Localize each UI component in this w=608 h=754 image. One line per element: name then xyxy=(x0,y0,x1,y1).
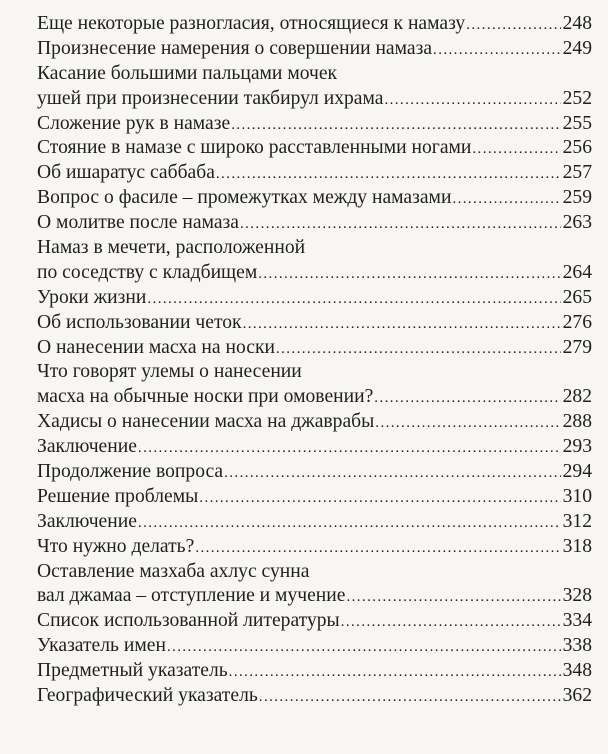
toc-entry-line xyxy=(37,136,592,161)
toc-page-number: 259 xyxy=(562,187,592,209)
toc-entry-title: Список использованной литературы xyxy=(37,610,340,632)
dot-leader xyxy=(374,386,561,411)
toc-entry-title: Оставление мазхаба ахлус сунна xyxy=(37,560,310,582)
toc-entry-line xyxy=(37,336,592,361)
toc-entry xyxy=(37,560,592,610)
toc-entry xyxy=(37,112,592,137)
toc-entry xyxy=(37,435,592,460)
toc-entry-title: Что говорят улемы о нанесении xyxy=(37,361,302,383)
dot-leader xyxy=(243,312,561,337)
toc-entry-line xyxy=(37,435,592,460)
toc-page-number: 279 xyxy=(562,336,592,358)
toc-entry-title: Продолжение вопроса xyxy=(37,461,224,483)
toc-page-number: 288 xyxy=(562,411,592,433)
toc-entry-line xyxy=(37,410,592,435)
dot-leader xyxy=(341,610,561,635)
dot-leader xyxy=(452,187,561,212)
dot-leader xyxy=(433,38,561,63)
dot-leader xyxy=(346,585,561,610)
dot-leader xyxy=(375,411,561,436)
toc-page-number: 263 xyxy=(562,212,592,234)
toc-page-number: 338 xyxy=(562,635,592,657)
toc-page-number: 265 xyxy=(562,286,592,308)
toc-entry-line xyxy=(37,510,592,535)
toc-entry-line xyxy=(37,684,592,709)
toc-entry xyxy=(37,37,592,62)
toc-entry-line xyxy=(37,62,592,87)
toc-entry-line xyxy=(37,161,592,186)
toc-entry-line xyxy=(37,261,592,286)
toc-entry xyxy=(37,510,592,535)
dot-leader xyxy=(276,337,561,362)
toc-entry-line xyxy=(37,186,592,211)
dot-leader xyxy=(229,660,561,685)
toc-page-number: 282 xyxy=(562,386,592,408)
toc-entry-title: Об использовании четок xyxy=(37,311,242,333)
dot-leader xyxy=(195,536,561,561)
dot-leader xyxy=(147,287,561,312)
toc-entry xyxy=(37,12,592,37)
toc-entry-line xyxy=(37,535,592,560)
toc-entry-line xyxy=(37,12,592,37)
toc-entry xyxy=(37,136,592,161)
toc-entry-line xyxy=(37,560,592,585)
toc-page-number: 248 xyxy=(562,13,592,34)
toc-entry-title: Указатель имен xyxy=(37,635,166,657)
toc-entry-title: Что нужно делать? xyxy=(37,535,195,557)
toc-page-number: 264 xyxy=(562,261,592,283)
toc-entry-title: Хадисы о нанесении масха на джаврабы xyxy=(37,411,375,433)
toc-entry-line xyxy=(37,211,592,236)
toc-entry-title: Решение проблемы xyxy=(37,485,199,507)
toc-entry-line xyxy=(37,37,592,62)
dot-leader xyxy=(138,436,561,461)
toc-entry xyxy=(37,161,592,186)
dot-leader xyxy=(167,635,561,660)
toc-entry xyxy=(37,659,592,684)
dot-leader xyxy=(384,88,561,113)
toc-entry xyxy=(37,460,592,485)
toc-page-number: 328 xyxy=(562,585,592,607)
toc-entry-line xyxy=(37,236,592,261)
toc-entry-line xyxy=(37,460,592,485)
toc-entry-line xyxy=(37,485,592,510)
toc-page-number: 318 xyxy=(562,535,592,557)
toc-page-number: 362 xyxy=(562,685,592,707)
toc-entry-title: Стояние в намазе с широко расставленными ногами xyxy=(37,137,472,159)
toc-entry xyxy=(37,535,592,560)
toc-entry xyxy=(37,684,592,709)
toc-entry-line xyxy=(37,659,592,684)
toc-entry xyxy=(37,236,592,286)
toc-page-number: 348 xyxy=(562,660,592,682)
toc-entry-line xyxy=(37,112,592,137)
toc-entry-title: Сложение рук в намазе xyxy=(37,112,231,134)
toc-page-number: 256 xyxy=(562,137,592,159)
toc-page-number: 334 xyxy=(562,610,592,632)
toc-entry xyxy=(37,286,592,311)
toc-entry-title: Еще некоторые разногласия, относящиеся к намазу xyxy=(37,13,466,34)
toc-entry xyxy=(37,634,592,659)
toc-entry-line xyxy=(37,385,592,410)
toc-entry-title: ушей при произнесении такбирул ихрама xyxy=(37,87,384,109)
toc-page-number: 276 xyxy=(562,311,592,333)
toc-entry-title: масха на обычные носки при омовении? xyxy=(37,386,374,408)
toc-page-number: 312 xyxy=(562,510,592,532)
toc-entry-title: Уроки жизни xyxy=(37,286,147,308)
toc-entry-title: Касание большими пальцами мочек xyxy=(37,62,338,84)
toc-page-number: 310 xyxy=(562,485,592,507)
toc-entry-title: О нанесении масха на носки xyxy=(37,336,275,358)
toc-entry-title: О молитве после намаза xyxy=(37,212,239,234)
dot-leader xyxy=(138,511,561,536)
dot-leader xyxy=(466,13,561,38)
toc-entry xyxy=(37,485,592,510)
toc-page-number: 293 xyxy=(562,436,592,458)
toc-entry xyxy=(37,609,592,634)
dot-leader xyxy=(472,137,561,162)
dot-leader xyxy=(199,486,561,511)
toc-entry-title: Заключение xyxy=(37,510,137,532)
dot-leader xyxy=(240,212,561,237)
toc-entry-title: Заключение xyxy=(37,436,137,458)
toc-entry-title: Вопрос о фасиле – промежутках между намазами xyxy=(37,187,452,209)
toc-entry-line xyxy=(37,286,592,311)
toc-entry-title: по соседству с кладбищем xyxy=(37,261,258,283)
toc-entry-line xyxy=(37,584,592,609)
toc-page-number: 294 xyxy=(562,461,592,483)
toc-entry-title: Об ишаратус саббаба xyxy=(37,162,215,184)
toc-entry xyxy=(37,410,592,435)
dot-leader xyxy=(224,461,561,486)
dot-leader xyxy=(258,262,561,287)
toc-entry-title: Географический указатель xyxy=(37,685,258,707)
toc-entry xyxy=(37,336,592,361)
toc-entry-line xyxy=(37,634,592,659)
toc-entry-title: вал джамаа – отступление и мучение xyxy=(37,585,346,607)
dot-leader xyxy=(259,685,561,710)
toc-entry-title: Предметный указатель xyxy=(37,660,228,682)
toc-page-number: 255 xyxy=(562,112,592,134)
toc-entry-line xyxy=(37,87,592,112)
toc-entry-line xyxy=(37,360,592,385)
table-of-contents xyxy=(37,12,592,709)
toc-entry-title: Намаз в мечети, расположенной xyxy=(37,237,306,259)
toc-entry-title: Произнесение намерения о совершении намаза xyxy=(37,37,433,59)
dot-leader xyxy=(231,113,561,138)
toc-page-number: 249 xyxy=(562,37,592,59)
toc-entry xyxy=(37,62,592,112)
toc-entry xyxy=(37,211,592,236)
toc-entry xyxy=(37,186,592,211)
toc-entry-line xyxy=(37,311,592,336)
toc-page-number: 252 xyxy=(562,87,592,109)
toc-entry xyxy=(37,311,592,336)
toc-entry-line xyxy=(37,609,592,634)
dot-leader xyxy=(216,162,561,187)
toc-page-number: 257 xyxy=(562,162,592,184)
toc-entry xyxy=(37,360,592,410)
